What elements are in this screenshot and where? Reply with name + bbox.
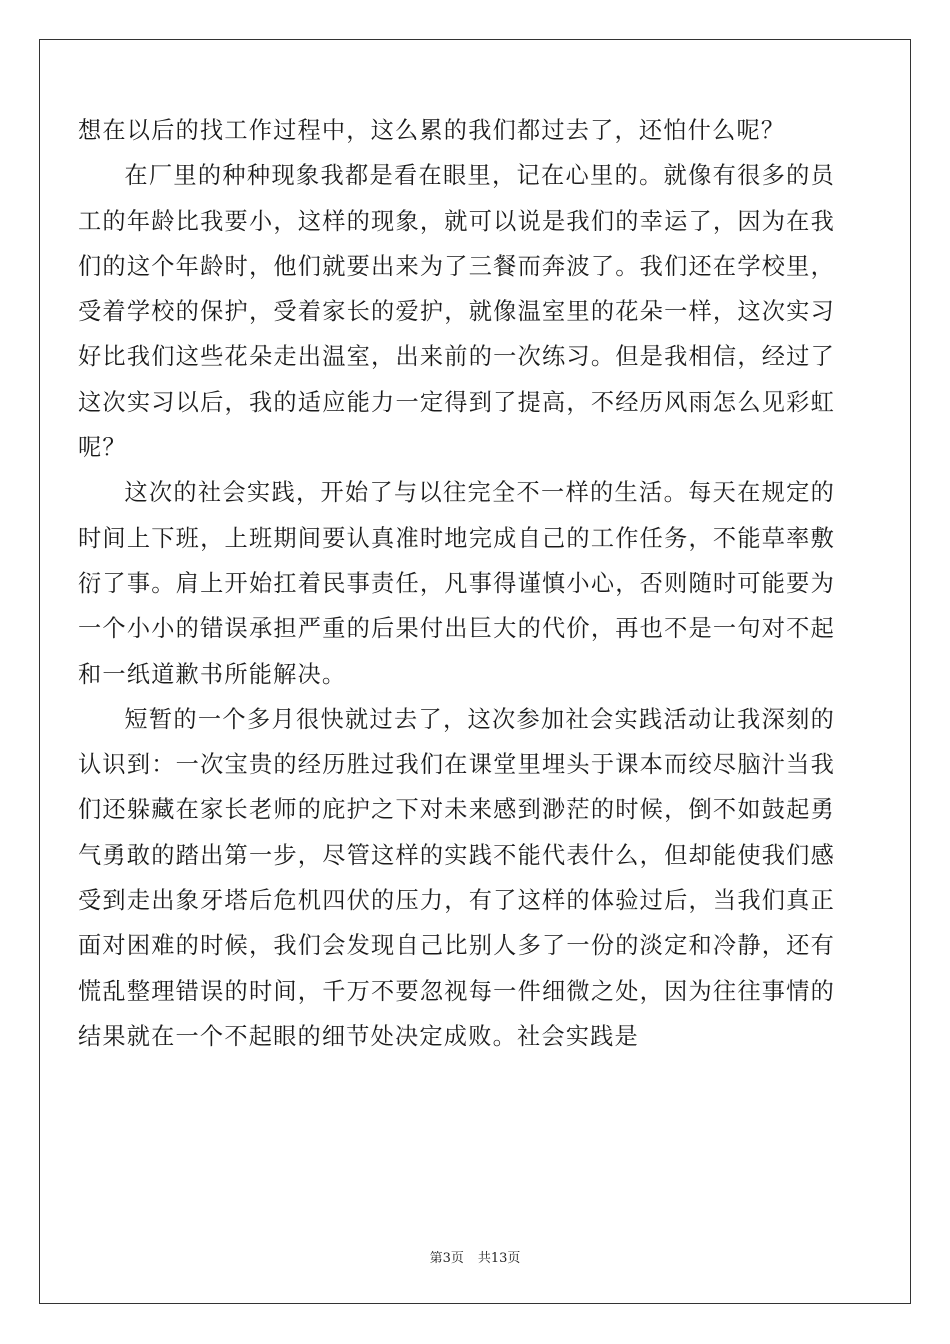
total-pages-label: 共13页 [477,1251,521,1266]
document-body [78,108,835,1059]
current-page-label: 第3页 [429,1251,464,1266]
paragraph: 在厂里的种种现象我都是看在眼里，记在心里的。就像有很多的员工的年龄比我要小，这样的现象，就可以说是我们的幸运了，因为在我们的这个年龄时，他们就要出来为了三餐而奔波了。我们还在学校里，受着学校的保护，受着家长的爱护，就像温室里的花朵一样，这次实习好比我们这些花朵走出温室，出来前的一次练习。但是我相信，经过了这次实习以后，我的适应能力一定得到了提高，不经历风雨怎么见彩虹呢？ [78,162,835,462]
page-footer [0,1247,950,1266]
paragraph: 短暂的一个多月很快就过去了，这次参加社会实践活动让我深刻的认识到：一次宝贵的经历胜过我们在课堂里埋头于课本而绞尽脑汁当我们还躲藏在家长老师的庇护之下对未来感到渺茫的时候，倒不如鼓起勇气勇敢的踏出第一步，尽管这样的实践不能代表什么，但却能使我们感受到走出象牙塔后危机四伏的压力，有了这样的体验过后，当我们真正面对困难的时候，我们会发现自己比别人多了一份的淡定和冷静，还有慌乱整理错误的时间，千万不要忽视每一件细微之处，因为往往事情的结果就在一个不起眼的细节处决定成败。社会实践是 [78,705,835,1050]
paragraph: 这次的社会实践，开始了与以往完全不一样的生活。每天在规定的时间上下班，上班期间要认真准时地完成自己的工作任务，不能草率敷衍了事。肩上开始扛着民事责任，凡事得谨慎小心，否则随时可能要为一个小小的错误承担严重的后果付出巨大的代价，再也不是一句对不起和一纸道歉书所能解决。 [78,479,835,688]
paragraph: 想在以后的找工作过程中，这么累的我们都过去了，还怕什么呢？ [78,117,786,144]
